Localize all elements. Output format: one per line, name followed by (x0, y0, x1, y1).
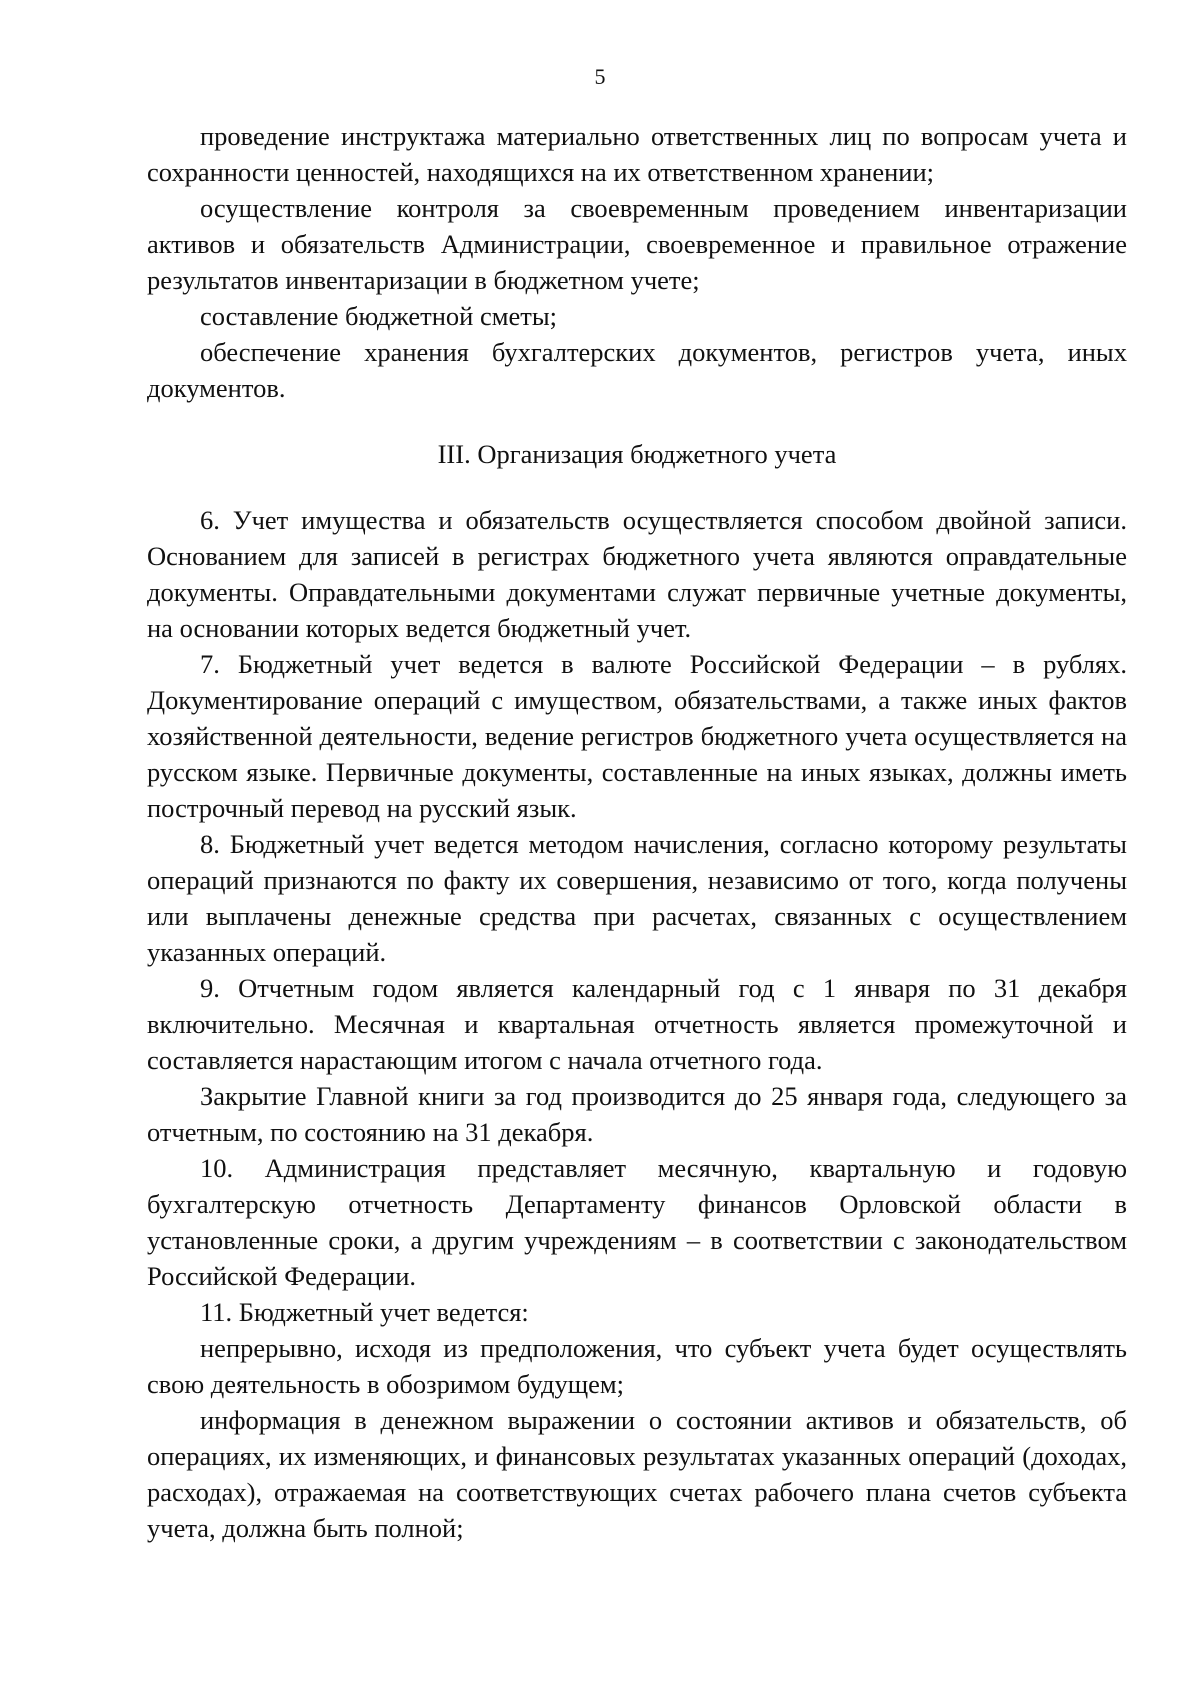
document-body (147, 118, 1127, 1546)
page-number: 5 (594, 64, 606, 89)
paragraph-briefing-responsible-persons: проведение инструктажа материально ответственных лиц по вопросам учета и сохранности ценностей, находящихся на их ответственном хранении; (147, 121, 1127, 187)
paragraph-document-storage: обеспечение хранения бухгалтерских документов, регистров учета, иных документов. (147, 337, 1127, 403)
section-title: III. Организация бюджетного учета (437, 439, 837, 469)
paragraph-general-ledger-closing: Закрытие Главной книги за год производится до 25 января года, следующего за отчетным, по состоянию на 31 декабря. (147, 1081, 1127, 1147)
paragraph-item-9: 9. Отчетным годом является календарный год с 1 января по 31 декабря включительно. Месячная и квартальная отчетность является промежуточной и составляется нарастающим итогом с начала отчетного года. (147, 973, 1127, 1075)
paragraph-item-11: 11. Бюджетный учет ведется: (200, 1297, 529, 1327)
paragraph-inventory-control: осуществление контроля за своевременным проведением инвентаризации активов и обязательств Администрации, своевременное и правильное отражение результатов инвентаризации в бюджетном учете; (147, 193, 1127, 295)
paragraph-item-6: 6. Учет имущества и обязательств осуществляется способом двойной записи. Основанием для записей в регистрах бюджетного учета являются оправдательные документы. Оправдательными документами служат первичные учетные документы, на основании которых ведется бюджетный учет. (147, 505, 1127, 643)
paragraph-completeness: информация в денежном выражении о состоянии активов и обязательств, об операциях, их изменяющих, и финансовых результатах указанных операций (доходах, расходах), отражаемая на соответствующих счетах рабочего плана счетов субъекта учета, должна быть полной; (147, 1405, 1127, 1543)
paragraph-continuity: непрерывно, исходя из предположения, что субъект учета будет осуществлять свою деятельность в обозримом будущем; (147, 1333, 1127, 1399)
paragraph-item-7: 7. Бюджетный учет ведется в валюте Российской Федерации – в рублях. Документирование операций с имуществом, обязательствами, а также иных фактов хозяйственной деятельности, ведение регистров бюджетного учета осуществляется на русском языке. Первичные документы, составленные на иных языках, должны иметь построчный перевод на русский язык. (147, 649, 1127, 823)
paragraph-budget-estimate: составление бюджетной сметы; (200, 301, 557, 331)
paragraph-item-8: 8. Бюджетный учет ведется методом начисления, согласно которому результаты операций признаются по факту их совершения, независимо от того, когда получены или выплачены денежные средства при расчетах, связанных с осуществлением указанных операций. (147, 829, 1127, 967)
paragraph-item-10: 10. Администрация представляет месячную, квартальную и годовую бухгалтерскую отчетность Департаменту финансов Орловской области в установленные сроки, а другим учреждениям – в соответствии с законодательством Российской Федерации. (147, 1153, 1127, 1291)
